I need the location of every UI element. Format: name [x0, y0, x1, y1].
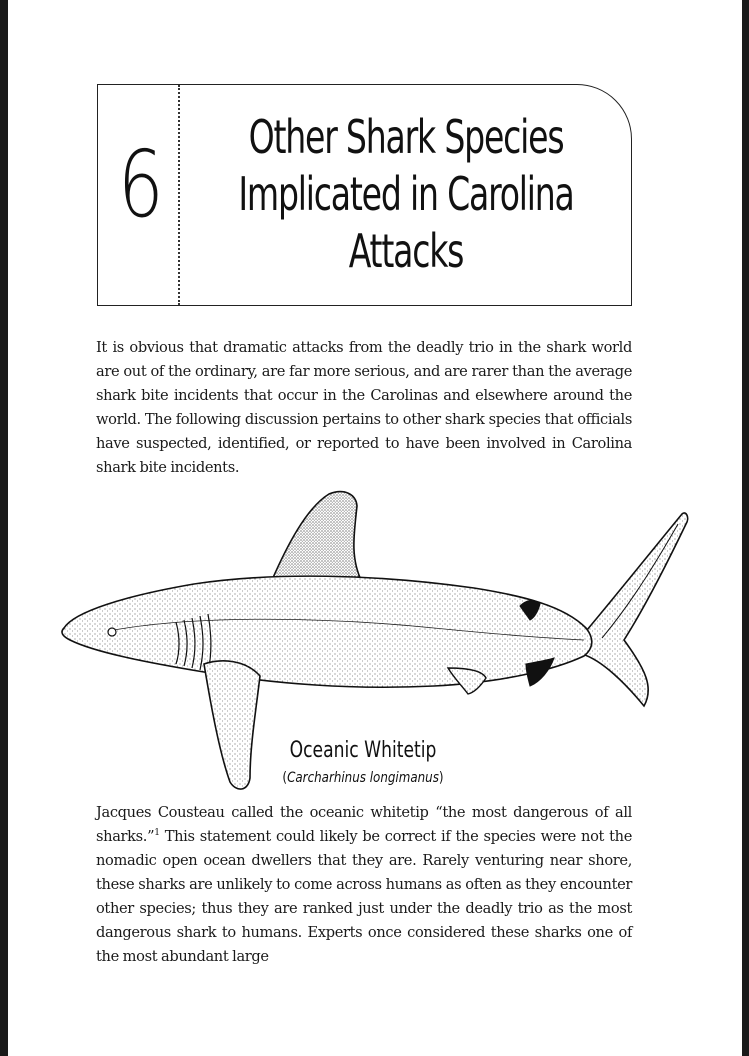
chapter-title-line: Attacks — [348, 224, 464, 278]
chapter-title-line: Other Shark Species — [248, 110, 564, 164]
chapter-title — [186, 109, 626, 280]
chapter-heading-box — [97, 84, 632, 306]
caption-paren-close: ) — [438, 770, 444, 786]
chapter-number: 6 — [118, 131, 164, 238]
intro-paragraph: It is obvious that dramatic attacks from the deadly trio in the shark world are out of the ordinary, are far more serious, and are rarer than the average shark bite incidents that occur in the Carolinas and elsewhere around the world. The following discussion pertains to other shark species that officials have suspected, identified, or reported to have been involved in Carolina shark bite incidents. — [96, 339, 632, 476]
scientific-name-text: Carcharhinus longimanus — [287, 770, 439, 786]
body-paragraph — [96, 801, 632, 969]
chapter-title-line: Implicated in Carolina — [238, 167, 574, 221]
caption-paren-open: ( — [282, 770, 288, 786]
body-text-before-footnote: Jacques Cousteau called the oceanic whitetip “the most dangerous of all sharks.” — [96, 804, 632, 845]
body-text-after-footnote: This statement could likely be correct if the species were not the nomadic open ocean dwellers that they are. Rarely venturing near shore, these sharks are unlikely to come across humans as often as they encounter other species; thus they are ranked just under the deadly trio as the most dangerous shark to humans. Experts once considered these sharks one of the most abundant large — [96, 828, 632, 965]
dotted-divider — [178, 85, 180, 305]
figure-caption-title: Oceanic Whitetip — [289, 738, 437, 763]
figure-caption-scientific-name — [265, 770, 461, 786]
footnote-marker: 1 — [154, 828, 160, 839]
book-page — [8, 0, 742, 1056]
